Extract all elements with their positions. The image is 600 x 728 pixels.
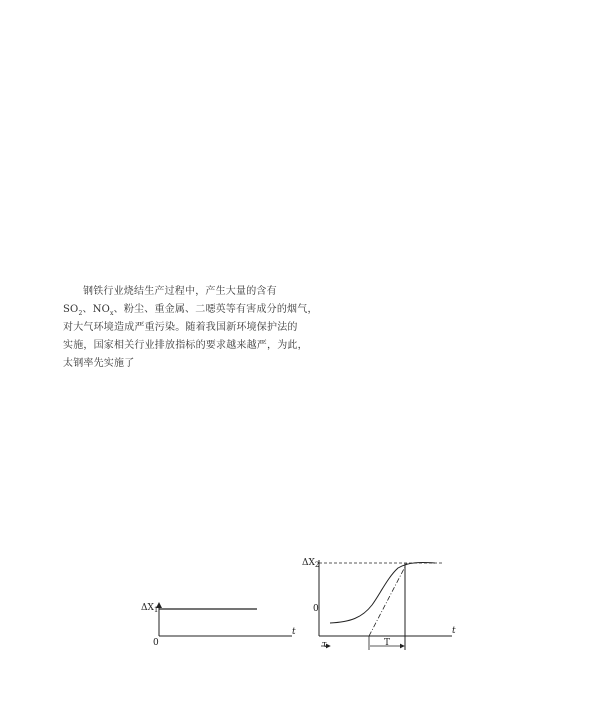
paragraph-line-3: 对大气环境造成严重污染。随着我国新环境保护法的 (63, 322, 298, 333)
tangent-line (369, 563, 407, 636)
right-y-label: $\Delta X_2$ (302, 558, 320, 569)
paragraph-line-5: 太钢率先实施了 (63, 358, 135, 369)
tau-label: τ (322, 640, 327, 650)
paragraph-line-1: 钢铁行业烧结生产过程中，产生大量的含有 (83, 286, 277, 297)
nox-subscript: x (110, 310, 114, 317)
nox-formula: NO (92, 304, 111, 315)
left-x-label: t (292, 627, 296, 637)
step-response-figure (302, 558, 456, 650)
left-origin-label: 0 (153, 638, 159, 648)
so2-subscript: 2 (78, 310, 83, 317)
response-curve (330, 563, 435, 623)
so2-formula: SO (63, 304, 79, 315)
left-y-label: $\Delta X_1$ (141, 603, 159, 614)
separator: 、 (82, 304, 93, 315)
right-x-label: t (452, 626, 456, 636)
right-zero-label: 0 (313, 604, 319, 614)
paragraph-line-2-rest: 、粉尘、重金属、二噁英等有害成分的烟气， (113, 304, 318, 315)
paragraph-line-4: 实施，国家相关行业排放指标的要求越来越严，为此， (63, 340, 308, 351)
step-input-figure (141, 603, 296, 648)
T-label: T (384, 638, 391, 648)
